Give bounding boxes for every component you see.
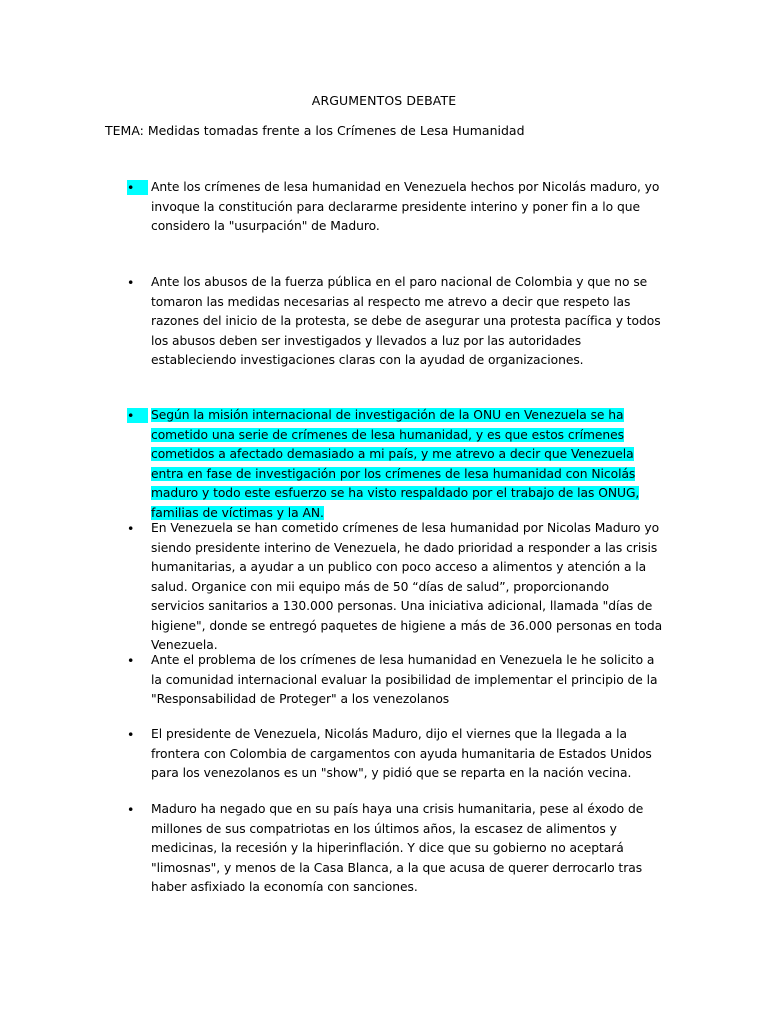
list-item-text bbox=[151, 406, 665, 523]
list-item-text: Maduro ha negado que en su país haya una crisis humanitaria, pese al éxodo de millones de sus compatriotas en los últimos años, la escasez de alimentos y medicinas, la recesión y la hiperinflación. Y dice que su gobierno no aceptará "limosnas", y menos de la Casa Blanca, a la que acusa de querer derrocarlo tras haber asfixiado la economía con sanciones. bbox=[151, 802, 644, 894]
bullet-marker bbox=[127, 406, 151, 426]
list-item-text: Ante los abusos de la fuerza pública en el paro nacional de Colombia y que no se tomaron las medidas necesarias al respecto me atrevo a decir que respeto las razones del inicio de la protesta, se debe de asegurar una protesta pacífica y todos los abusos deben ser investigados y llevados a luz por las autoridades estableciendo investigaciones claras con la ayudad de organizaciones. bbox=[151, 275, 661, 367]
bullet-marker: • bbox=[127, 727, 135, 742]
document-topic: TEMA: Medidas tomadas frente a los Crímenes de Lesa Humanidad bbox=[105, 123, 525, 138]
list-item-text: El presidente de Venezuela, Nicolás Maduro, dijo el viernes que la llegada a la frontera con Colombia de cargamentos con ayuda humanitaria de Estados Unidos para los venezolanos es un "show", y pidió que se reparta en la nación vecina. bbox=[151, 727, 652, 780]
bullet-marker: • bbox=[127, 653, 135, 668]
bullet-marker: • bbox=[127, 521, 135, 536]
bullet-highlight: • bbox=[127, 408, 148, 423]
list-item-text: En Venezuela se han cometido crímenes de lesa humanidad por Nicolas Maduro yo siendo presidente interino de Venezuela, he dado prioridad a responder a las crisis humanitarias, a ayudar a un publico con poco acceso a alimentos y atención a la salud. Organice con mii equipo más de 50 “días de salud”, proporcionando servicios sanitarios a 130.000 personas. Una iniciativa adicional, llamada "días de higiene", donde se entregó paquetes de higiene a más de 36.000 personas en toda Venezuela. bbox=[151, 521, 663, 652]
bullet-highlight: • bbox=[127, 180, 148, 195]
document-title: ARGUMENTOS DEBATE bbox=[311, 93, 457, 108]
list-item-text: Ante el problema de los crímenes de lesa humanidad en Venezuela le he solicito a la comunidad internacional evaluar la posibilidad de implementar el principio de la "Responsabilidad de Proteger" a los venezolanos bbox=[151, 653, 658, 706]
bullet-marker: • bbox=[127, 802, 135, 817]
list-item-text: Ante los crímenes de lesa humanidad en Venezuela hechos por Nicolás maduro, yo invoque la constitución para declararme presidente interino y poner fin a lo que considero la "usurpación" de Maduro. bbox=[151, 180, 660, 233]
bullet-marker bbox=[127, 178, 151, 198]
highlighted-text: Según la misión internacional de investigación de la ONU en Venezuela se ha cometido una serie de crímenes de lesa humanidad, y es que estos crímenes cometidos a afectado demasiado a mi país, y me atrevo a decir que Venezuela entra en fase de investigación por los crímenes de lesa humanidad con Nicolás maduro y todo este esfuerzo se ha visto respaldado por el trabajo de las ONUG, familias de víctimas y la AN. bbox=[151, 408, 640, 520]
bullet-marker: • bbox=[127, 275, 135, 290]
